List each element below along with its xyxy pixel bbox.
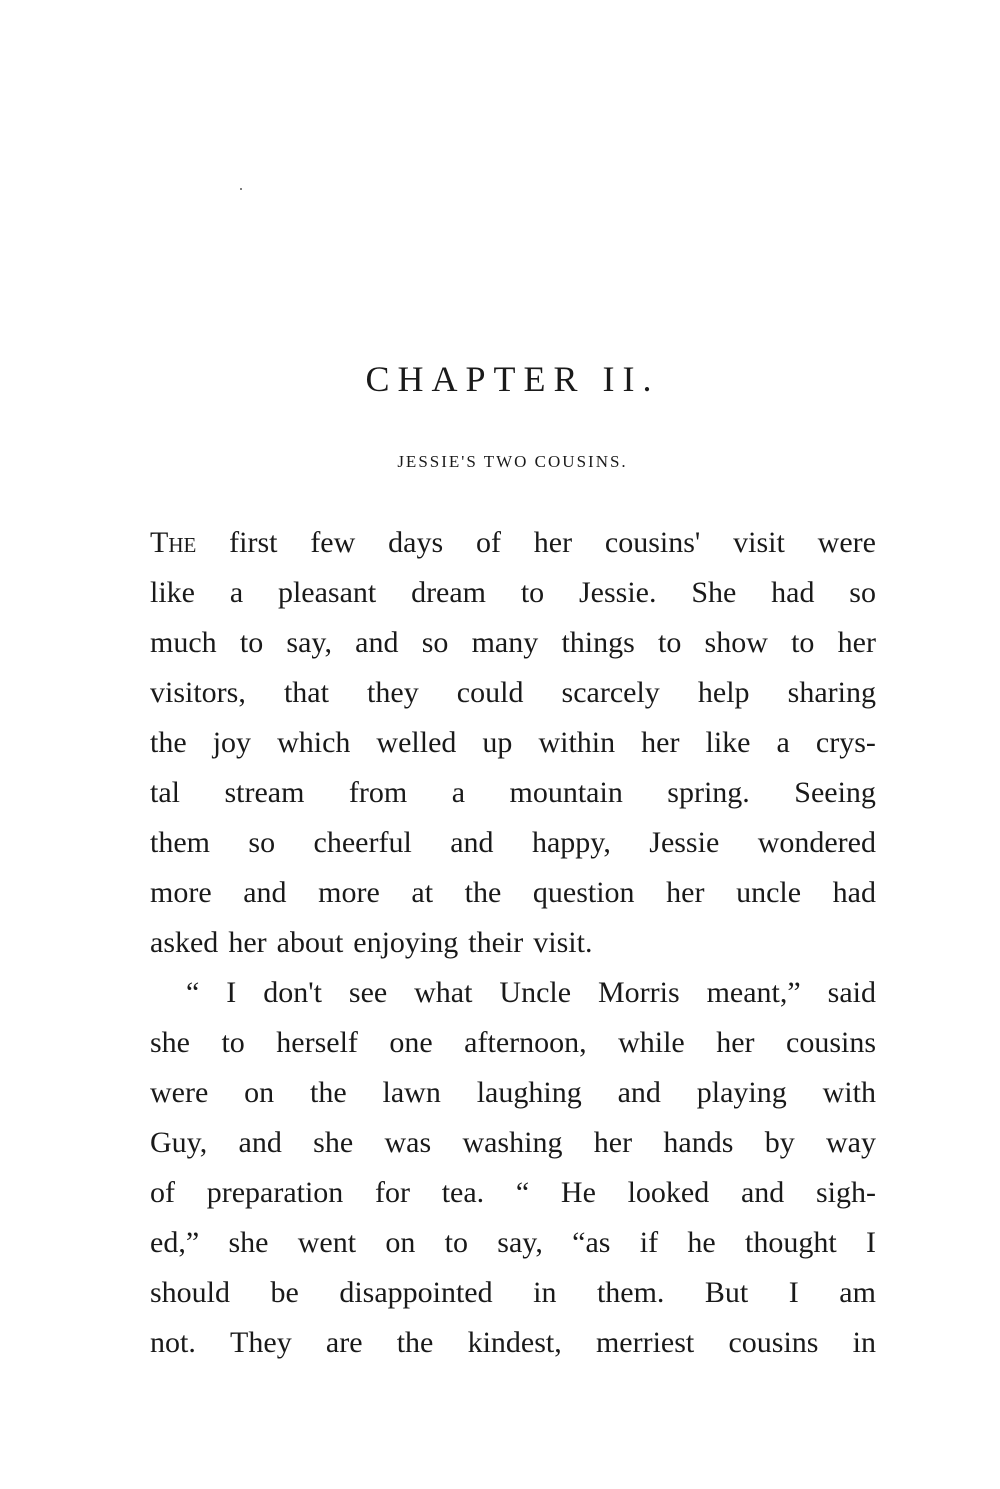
word: few bbox=[310, 526, 356, 559]
text-line bbox=[150, 618, 876, 668]
word: many bbox=[471, 626, 539, 659]
word: she bbox=[228, 1226, 269, 1259]
word: her bbox=[666, 876, 705, 909]
word: a bbox=[229, 576, 244, 609]
word: they bbox=[367, 676, 419, 709]
word: so bbox=[248, 826, 276, 859]
word: looked bbox=[627, 1176, 710, 1209]
word: hands bbox=[663, 1126, 734, 1159]
word: visitors, bbox=[150, 676, 246, 709]
word: sharing bbox=[787, 676, 876, 709]
word: not. bbox=[150, 1326, 196, 1359]
text-line bbox=[150, 868, 876, 918]
text-line bbox=[150, 968, 876, 1018]
word: Morris bbox=[597, 976, 680, 1009]
word: more bbox=[150, 876, 212, 909]
word: say, bbox=[286, 626, 332, 659]
word: happy, bbox=[531, 826, 611, 859]
text-line bbox=[150, 718, 876, 768]
text-line bbox=[150, 818, 876, 868]
word: the bbox=[150, 726, 187, 759]
word: her bbox=[716, 1026, 755, 1059]
word: She bbox=[691, 576, 737, 609]
word: crys- bbox=[815, 726, 876, 759]
word: within bbox=[538, 726, 616, 759]
word: days bbox=[388, 526, 444, 559]
word: asked bbox=[150, 926, 219, 959]
word: afternoon, bbox=[464, 1026, 587, 1059]
word: a bbox=[451, 776, 466, 809]
word: if bbox=[639, 1226, 659, 1259]
word: I bbox=[226, 976, 237, 1009]
word: Guy, bbox=[150, 1126, 208, 1159]
word: of bbox=[475, 526, 501, 559]
word: They bbox=[230, 1326, 292, 1359]
word: mountain bbox=[509, 776, 623, 809]
word: so bbox=[421, 626, 449, 659]
word: enjoying bbox=[353, 926, 459, 959]
word: playing bbox=[696, 1076, 787, 1109]
word: Jessie. bbox=[579, 576, 657, 609]
word: he bbox=[687, 1226, 716, 1259]
word: and bbox=[450, 826, 494, 859]
text-line bbox=[150, 1168, 876, 1218]
word: the bbox=[396, 1326, 434, 1359]
word: pleasant bbox=[277, 576, 377, 609]
word: question bbox=[532, 876, 635, 909]
word: for bbox=[375, 1176, 410, 1209]
word: scarcely bbox=[561, 676, 660, 709]
word: the bbox=[310, 1076, 347, 1109]
word: to bbox=[444, 1226, 468, 1259]
word: herself bbox=[276, 1026, 358, 1059]
word: to bbox=[239, 626, 264, 659]
word: went bbox=[297, 1226, 357, 1259]
word: and bbox=[740, 1176, 785, 1209]
word: But bbox=[704, 1276, 749, 1309]
word: don't bbox=[263, 976, 322, 1009]
word: her bbox=[533, 526, 573, 559]
word: spring. bbox=[667, 776, 750, 809]
word: more bbox=[318, 876, 380, 909]
word: meant,” bbox=[706, 976, 801, 1009]
word: she bbox=[150, 1026, 190, 1059]
word: Uncle bbox=[499, 976, 572, 1009]
word: am bbox=[839, 1276, 876, 1309]
word: kindest, bbox=[467, 1326, 562, 1359]
word: Jessie bbox=[649, 826, 720, 859]
word: should bbox=[150, 1276, 231, 1309]
word: to bbox=[791, 626, 815, 659]
word: cousins bbox=[728, 1326, 819, 1359]
word: her bbox=[641, 726, 680, 759]
word: way bbox=[826, 1126, 876, 1159]
word: much bbox=[150, 626, 217, 659]
word: to bbox=[520, 576, 545, 609]
word: tal bbox=[150, 776, 180, 809]
word: joy bbox=[212, 726, 252, 759]
word: lawn bbox=[382, 1076, 441, 1109]
word: be bbox=[270, 1276, 299, 1309]
word: “ bbox=[186, 976, 200, 1009]
word: had bbox=[771, 576, 815, 609]
word: cheerful bbox=[313, 826, 412, 859]
word: while bbox=[618, 1026, 685, 1059]
word: He bbox=[560, 1176, 596, 1209]
word: so bbox=[849, 576, 876, 609]
word: and bbox=[355, 626, 399, 659]
word: tea. bbox=[441, 1176, 485, 1209]
word: to bbox=[221, 1026, 245, 1059]
word: welled bbox=[376, 726, 457, 759]
word: with bbox=[822, 1076, 876, 1109]
word: her bbox=[837, 626, 876, 659]
word: visit bbox=[733, 526, 785, 559]
word: from bbox=[348, 776, 408, 809]
chapter-subtitle: JESSIE'S TWO COUSINS. bbox=[397, 452, 628, 471]
text-line bbox=[150, 1218, 876, 1268]
word: the bbox=[464, 876, 502, 909]
word: I bbox=[788, 1276, 799, 1309]
word: up bbox=[482, 726, 513, 759]
word: her bbox=[593, 1126, 633, 1159]
word: visit. bbox=[533, 926, 593, 959]
word: at bbox=[411, 876, 434, 909]
word: in bbox=[533, 1276, 557, 1309]
word: are bbox=[325, 1326, 363, 1359]
word: what bbox=[414, 976, 473, 1009]
text-line bbox=[150, 1318, 876, 1368]
word: by bbox=[764, 1126, 795, 1159]
word: them. bbox=[596, 1276, 665, 1309]
word: on bbox=[385, 1226, 416, 1259]
word: were bbox=[150, 1076, 209, 1109]
text-line bbox=[150, 768, 876, 818]
word: that bbox=[283, 676, 329, 709]
text-line bbox=[150, 1268, 876, 1318]
word: her bbox=[228, 926, 267, 959]
word: The bbox=[150, 526, 197, 559]
word: to bbox=[658, 626, 682, 659]
word: washing bbox=[462, 1126, 563, 1159]
word: said bbox=[827, 976, 876, 1009]
text-line bbox=[150, 918, 876, 968]
word: was bbox=[384, 1126, 432, 1159]
word: thought bbox=[745, 1226, 837, 1259]
word: their bbox=[468, 926, 524, 959]
word: which bbox=[277, 726, 351, 759]
word: cousins bbox=[786, 1026, 876, 1059]
word: in bbox=[852, 1326, 876, 1359]
word: laughing bbox=[476, 1076, 582, 1109]
word: cousins' bbox=[604, 526, 701, 559]
word: Seeing bbox=[794, 776, 876, 809]
word: preparation bbox=[206, 1176, 344, 1209]
word: and bbox=[243, 876, 287, 909]
word: first bbox=[229, 526, 278, 559]
word: sigh- bbox=[815, 1176, 876, 1209]
word: she bbox=[313, 1126, 354, 1159]
word: things bbox=[561, 626, 635, 659]
word: merriest bbox=[595, 1326, 695, 1359]
word: and bbox=[617, 1076, 661, 1109]
word: had bbox=[832, 876, 876, 909]
ink-speck bbox=[240, 188, 242, 190]
word: say, bbox=[497, 1226, 543, 1259]
word: one bbox=[389, 1026, 433, 1059]
word: and bbox=[238, 1126, 282, 1159]
word: “as bbox=[572, 1226, 611, 1259]
word: like bbox=[150, 576, 195, 609]
word: “ bbox=[515, 1176, 530, 1209]
text-line bbox=[150, 1018, 876, 1068]
word: were bbox=[817, 526, 876, 559]
word: on bbox=[244, 1076, 275, 1109]
text-line bbox=[150, 518, 876, 568]
word: ed,” bbox=[150, 1226, 200, 1259]
body-text bbox=[150, 518, 876, 1368]
text-line bbox=[150, 568, 876, 618]
word: wondered bbox=[757, 826, 876, 859]
text-line bbox=[150, 1118, 876, 1168]
word: show bbox=[704, 626, 768, 659]
word: uncle bbox=[736, 876, 802, 909]
word: of bbox=[150, 1176, 175, 1209]
word: help bbox=[697, 676, 750, 709]
word: a bbox=[776, 726, 790, 759]
text-line bbox=[150, 1068, 876, 1118]
text-line bbox=[150, 668, 876, 718]
word: see bbox=[348, 976, 388, 1009]
word: could bbox=[456, 676, 524, 709]
word: stream bbox=[224, 776, 305, 809]
chapter-heading: CHAPTER II. bbox=[365, 359, 660, 399]
word: like bbox=[705, 726, 751, 759]
word: them bbox=[150, 826, 210, 859]
word: I bbox=[865, 1226, 876, 1259]
word: about bbox=[276, 926, 344, 959]
word: dream bbox=[411, 576, 487, 609]
word: disappointed bbox=[339, 1276, 493, 1309]
